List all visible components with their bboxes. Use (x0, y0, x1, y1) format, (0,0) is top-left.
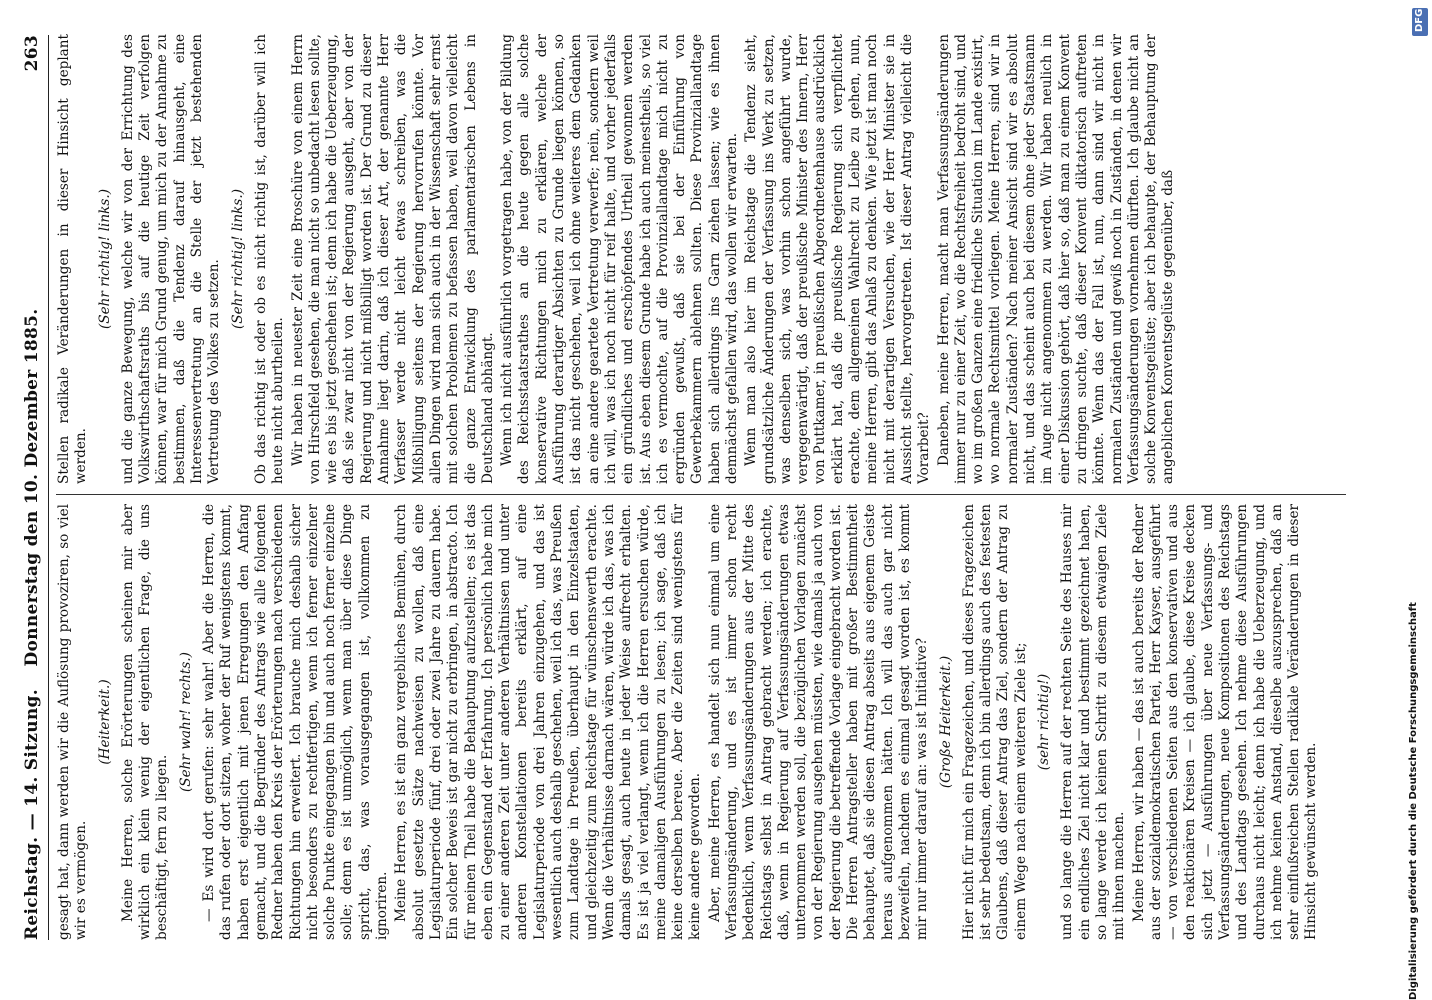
interjection: (Sehr richtig! links.) (229, 188, 246, 330)
paragraph: Wenn ich nicht ausführlich vorgetragen habe, von der Bildung des Reichsstaatsrathes an die heute gegen alle solche konservative Richtungen mich zu erklären, welche der Ausführung derartiger Absichten zu Grunde liegen können, so ist das nicht geschehen, weil ich ohne weiteres dem Gedanken an eine andere geartete Vertretung verwerfe; nein, sondern weil ich will, was ich noch nicht für reif halte, und vorher jederfalls ein gründliches und erschöpfendes Urtheil gewonnen werden ist. Aus eben diesem Grunde habe ich auch meinestheils, so viel ich es vermochte, auf die Provinziallandtage mich nicht zu ergründen gewußt, daß sie bei der Einführung von Gewerbekammern ablehnen sollten. Diese Provinziallandtage haben sich allerdings ins Garn ziehen lassen; wie es ihnen demnächst gefallen wird, das wollen wir erwarten. (499, 34, 740, 484)
header-date: Donnerstag den 10. Dezember 1885. (22, 308, 42, 667)
paragraph: Wir haben in neuester Zeit eine Broschüre von einem Herrn von Hirschfeld gesehen, die man nicht so unbedacht lesen sollte, wie es bis jetzt geschehen ist; denn ich habe die Ueberzeugung, daß sie zwar nicht von der Regierung ausgeht, aber von der Regierung und nicht mißbilligt worden ist. Der Grund zu dieser Annahme liegt darin, daß ich dieser Art, der genannte Herr Verfasser werde nicht leicht etwas schreiben, was die Mißbilligung seitens der Regierung hervorrufen könnte. Vor allen Dingen wird man sich auch in der Wissenschaft sehr ernst mit solchen Problemen zu befassen haben, weil davon vielleicht die ganze Entwicklung des parlamentarischen Lebens in Deutschland abhängt. (289, 34, 496, 484)
dfg-logo (1412, 8, 1428, 36)
paragraph: Meine Herren, wir haben — das ist auch bereits der Redner aus der sozialdemokratischen Partei, Herr Kayser, ausgeführt — von verschiedenen Seiten aus den konservativen und aus den reaktionären Kreisen — ich glaube, diese Kreise decken sich jetzt — Ausführungen über neue Verfassungs- und Verfassungsänderungen, neue Kompositionen des Reichstags und des Landtags gesehen. Ich nehme diese Ausführungen durchaus nicht leicht; denn ich habe die Ueberzeugung, und ich nehme keinen Anstand, dieselbe auszusprechen, daß an sehr einflußreichen Stellen radikale Veränderungen in dieser Hinsicht gewünscht werden. (1130, 504, 1320, 940)
dfg-logo-text: DFG (1414, 8, 1425, 32)
paragraph: — Es wird dort gerufen: sehr wahr! Aber die Herren, die das rufen oder dort sitzen, woher der Ruf wenigstens kommt, haben erst eigentlich mit jenen Erregungen den Anfang gemacht, und die Begründer des Antrags wie alle folgenden Redner haben den Kreis der Erörterungen nach verschiedenen Richtungen hin erweitert. Ich brauche mich deshalb sicher nicht besonders zu rechtfertigen, wenn ich ferner einzelner solche Punkte eingegangen bin und auch noch ferner einzelne solle; denn es ist unmöglich, wenn man über diese Dinge spricht, das, was vorausgegangen ist, vollkommen zu ignoriren. (201, 504, 391, 940)
paragraph: gesagt hat, dann werden wir die Auflösung provoziren, so viel wir es vermögen. (56, 504, 90, 940)
paragraph: und die ganze Bewegung, welche wir von der Errichtung des Volkswirthschaftsraths bis auf die heutige Zeit verfolgen können, war für mich Grund genug, um mich zu der Annahme zu bestimmen, daß die Tendenz darauf hinausgeht, eine Interessenvertretung an die Stelle der jetzt bestehenden Vertretung des Volkes zu setzen. (119, 34, 223, 484)
page-number: 263 (22, 35, 42, 72)
paragraph: Meine Herren, solche Erörterungen scheinen mir aber wirklich ein klein wenig der eigentlichen Frage, die uns beschäftigt, fern zu liegen. (119, 504, 171, 940)
header-session: Reichstag. — 14. Sitzung. (22, 689, 42, 940)
interjection: (Sehr wahr! rechts.) (177, 652, 194, 792)
right-column (56, 34, 1346, 484)
funding-note-text: Digitalisierung gefördert durch die Deutsche Forschungsgemeinschaft (1408, 602, 1419, 1000)
interjection: (Sehr richtig! links.) (96, 188, 113, 330)
paragraph: Wenn man also hier im Reichstage die Tendenz sieht, grundsätzliche Änderungen der Verfassung ins Werk zu setzen, was denselben sich, was vorhin schon angeführt wurde, vergegenwärtigt, daß der preußische Minister des Innern, Herr von Puttkamer, in preußischen Abgeordnetenhause ausdrücklich erklärt hat, daß die preußische Regierung sich verpflichtet erachte, dem allgemeinen Wahlrecht zu Leibe zu gehen, nun, meine Herren, gibt das Anlaß zu denken. Wie jetzt ist man noch nicht mit derartigen Versuchen, wie der Herr Minister sie in Aussicht stellte, hervorgetreten. Ist dieser Antrag vielleicht die Vorarbeit? (743, 34, 933, 484)
paragraph: und so lange die Herren auf der rechten Seite des Hauses mir ein endliches Ziel nicht klar und bestimmt gezeichnet haben, so lange werde ich keinen Schritt zu diesem etwaigen Ziele mit ihnen machen. (1059, 504, 1128, 940)
column-divider (56, 494, 1346, 495)
interjection: (Heiterkeit.) (96, 679, 113, 765)
interjection: (Große Heiterkeit.) (937, 655, 954, 789)
paragraph: Meine Herren, es ist ein ganz vergebliches Bemühen, durch absolut gesetzte Sätze nachweisen zu wollen, daß eine Legislaturperiode fünf, drei oder zwei Jahre zu dauern habe. Ein solcher Beweis ist gar nicht zu erbringen, in abstracto. Ich für meinen Theil habe die Behauptung aufzustellen; es ist das eben ein Gegenstand der Erfahrung. Ich persönlich habe mich zu einer anderen Zeit unter anderen Verhältnissen und unter anderen Konstellationen bereits erklärt, auf eine Legislaturperiode von drei Jahren einzugehen, und das ist wesentlich auch deshalb geschehen, weil ich das, was Preußen zum Landtage in Preußen, überhaupt in den Einzelstaaten, und gleichzeitig zum Reichstage für wünschenswerth erachte. Wenn die Verhältnisse darnach wären, würde ich das, was ich damals gesagt, auch heute in jeder Weise aufrecht erhalten. Es ist ja viel verlangt, wenn ich die Herren ersuchen würde, meine damaligen Ausführungen zu lesen; ich sage, daß ich keine derselben bereue. Aber die Zeiten sind wenigstens für keine andere geworden. (393, 504, 704, 940)
paragraph: Stellen radikale Veränderungen in dieser Hinsicht geplant werden. (56, 34, 90, 484)
interjection: (sehr richtig!) (1036, 673, 1053, 771)
page-header (18, 35, 49, 940)
left-column (56, 504, 1346, 940)
paragraph: Ob das richtig ist oder ob es nicht richtig ist, darüber will ich heute nicht aburtheilen. (252, 34, 287, 484)
funding-note (1408, 440, 1426, 1000)
paragraph: Daneben, meine Herren, macht man Verfassungsänderungen immer nur zu einer Zeit, wo die Rechtsfreiheit bedroht sind, und wo im großen Ganzen eine friedliche Situation im Lande existirt, wo normale Rechtsmittel vorliegen. Meine Herren, sind wir in normaler Zuständen? Nach meiner Ansicht sind wir es absolut nicht, und das scheint auch bei diesem ohne jeder Staatsmann im Auge nicht angenommen zu werden. Wir haben neulich in einer Diskussion gehört, daß hier so, daß man zu einem Konvent zu dringen suchte, daß dieser Konvent diktatorisch auftreten könnte. Wenn das der Fall ist, nun, dann sind wir nicht in normalen Zuständen und gewiß noch in Zuständen, in denen wir Verfassungsänderungen vornehmen dürften. Ich glaube nicht an solche Konventsgelüste; aber ich behaupte, der Behauptung der angeblichen Konventsgelüste gegenüber, daß (935, 34, 1177, 484)
paragraph: Hier nicht für mich ein Fragezeichen, und dieses Fragezeichen ist sehr bedeutsam, denn ich bin allerdings auch des festesten Glaubens, daß dieser Antrag das Ziel, sondern der Antrag zu einem Wege nach einem weiteren Ziele ist; (960, 504, 1029, 940)
paragraph: Aber, meine Herren, es handelt sich nun einmal um eine Verfassungsänderung, und es ist immer schon recht bedenklich, wenn Verfassungsänderungen aus der Mitte des Reichstags selbst in Antrag gebracht werden; ich erachte, daß, wenn in Regierung auf Verfassungsänderungen etwas unternommen werden soll, die bezüglichen Vorlagen zunächst von der Regierung ausgehen müssten, wie damals ja auch von der Regierung die betreffende Vorlage eingebracht worden ist. Die Herren Antragsteller haben mit großer Bestimmtheit behauptet, daß sie diesen Antrag abseits aus eigenem Geiste heraus aufgenommen hätten. Ich will das auch gar nicht bezweifeln, nachdem es einmal gesagt worden ist, es kommt mir nur immer darauf an: was ist Initiative? (706, 504, 931, 940)
